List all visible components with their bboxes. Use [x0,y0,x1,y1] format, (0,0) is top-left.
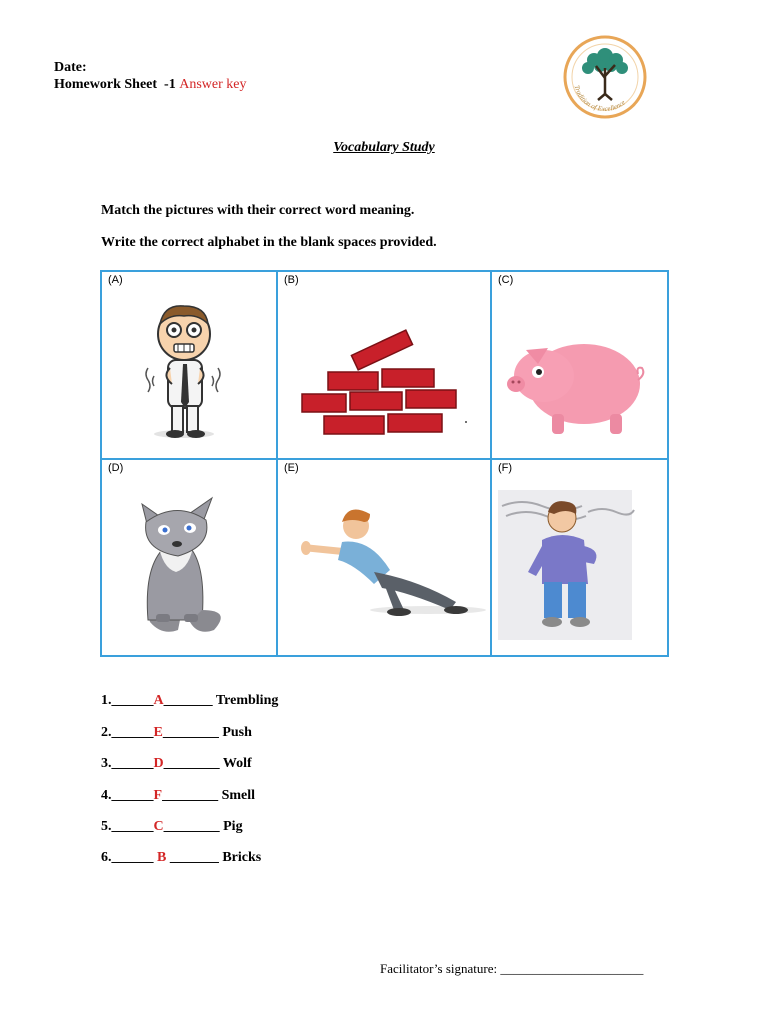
date-label: Date: [54,60,87,75]
answer-letter: B [157,850,167,865]
answer-line-3 [101,756,252,772]
answer-letter: A [153,693,164,708]
answer-letter: D [153,756,164,771]
picture-cell-a [102,272,278,460]
pushing-man-icon [278,460,490,653]
answer-line-6 [101,850,261,866]
school-logo [560,32,650,122]
answer-word: ________ Wolf [163,756,252,771]
instruction-1: Match the pictures with their correct word meaning. [101,203,415,218]
answer-word: _______ Trembling [163,693,279,708]
answer-num: 1.______ [101,693,154,708]
instruction-2: Write the correct alphabet in the blank spaces provided. [101,235,437,250]
picture-label: (E) [284,462,299,474]
answer-word: _______ Bricks [166,850,262,865]
trembling-man-icon [102,272,276,458]
picture-label: (B) [284,274,299,286]
answer-num: 4.______ [101,788,154,803]
picture-label: (F) [498,462,513,474]
answer-line-2 [101,725,252,741]
picture-cell-c [492,272,667,460]
picture-cell-f [492,460,667,655]
picture-cell-e [278,460,492,655]
answer-num: 3.______ [101,756,154,771]
pig-icon [492,272,665,458]
answer-key-label: Answer key [179,77,247,92]
answer-word: ________ Smell [162,788,256,803]
picture-grid [100,270,669,657]
answer-line-5 [101,819,243,835]
answer-letter: F [153,788,163,803]
answer-line-1 [101,693,278,709]
sheet-label: Homework Sheet -1 [54,77,180,92]
answer-line-4 [101,788,255,804]
picture-label: (A) [108,274,123,286]
sheet-title [54,77,246,93]
smelling-man-icon [492,460,665,653]
bricks-icon [278,272,490,458]
answer-letter: C [153,819,164,834]
logo-text: Tradition of Excellence [572,84,627,114]
picture-label: (C) [498,274,514,286]
answer-word: ________ Pig [163,819,243,834]
answer-word: ________ Push [162,725,252,740]
answer-num: 2.______ [101,725,154,740]
wolf-icon [102,460,276,653]
picture-cell-b [278,272,492,460]
answer-num: 6.______ [101,850,157,865]
answer-num: 5.______ [101,819,154,834]
answer-letter: E [153,725,163,740]
picture-cell-d [102,460,278,655]
facilitator-signature: Facilitator’s signature: ______________________ [380,961,644,976]
picture-label: (D) [108,462,124,474]
page-title: Vocabulary Study [333,140,435,155]
